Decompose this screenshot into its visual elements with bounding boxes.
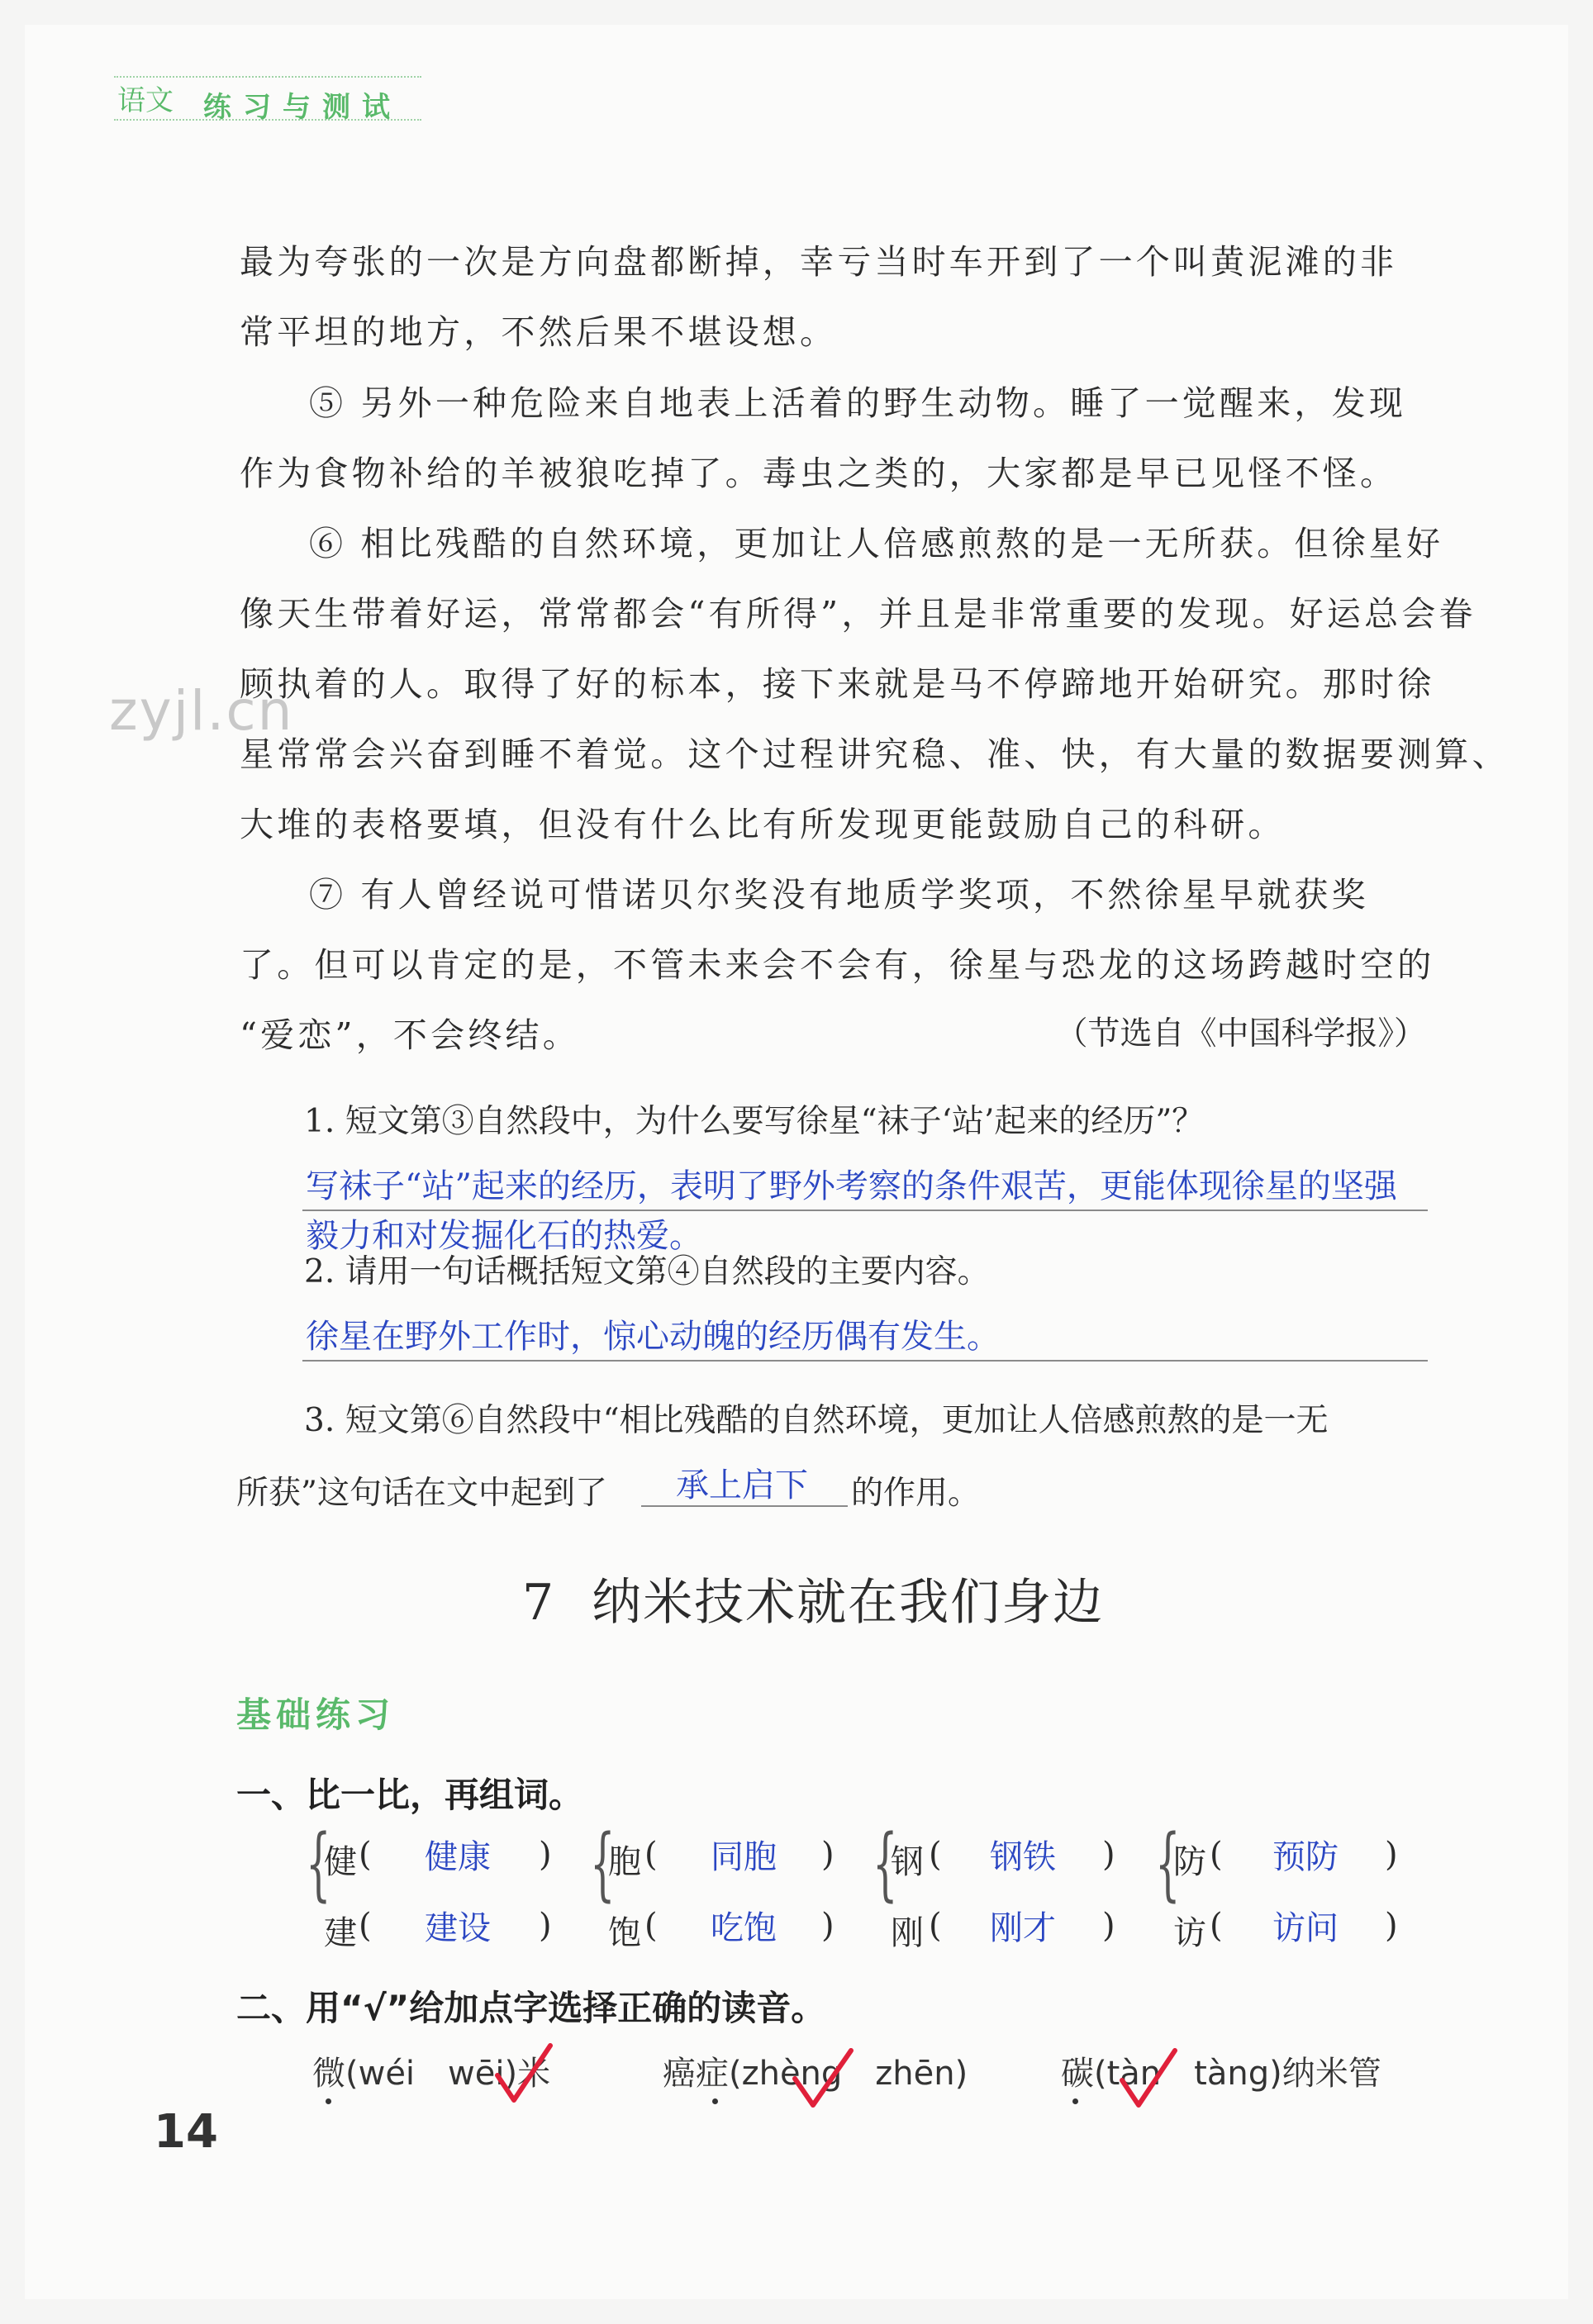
passage-line: ⑥ 相比残酷的自然环境，更加让人倍感煎熬的是一无所获。但徐星好 (309, 524, 1444, 563)
paren-open: ( (644, 1836, 658, 1874)
paren-open: ( (644, 1907, 658, 1945)
paren-close: ) (1102, 1836, 1115, 1874)
pinyin-item-3: 碳(tàn tàng)纳米管 (1061, 2055, 1381, 2093)
question-3-line-2: 所获”这句话在文中起到了 (236, 1475, 607, 1512)
passage-line: 最为夸张的一次是方向盘都断掉，幸亏当时车开到了一个叫黄泥滩的非 (240, 242, 1398, 282)
header-subject: 语文 (117, 84, 174, 117)
word-answer: 吃饱 (711, 1909, 777, 1947)
brace-icon: { (590, 1818, 616, 1910)
emphasis-dot (326, 2098, 331, 2104)
paren-close: ) (1102, 1907, 1115, 1945)
answer-underline (641, 1505, 848, 1507)
paren-close: ) (1385, 1836, 1398, 1874)
answer-1-line-1: 写袜子“站”起来的经历，表明了野外考察的条件艰苦，更能体现徐星的坚强 (306, 1167, 1397, 1205)
word-answer: 钢铁 (990, 1838, 1056, 1876)
paren-close: ) (1385, 1907, 1398, 1945)
brace-icon: { (873, 1818, 898, 1910)
passage-line: ⑦ 有人曾经说可惜诺贝尔奖没有地质学奖项，不然徐星早就获奖 (309, 875, 1369, 915)
paren-close: ) (821, 1907, 835, 1945)
paren-close: ) (539, 1836, 552, 1874)
passage-line: 顾执着的人。取得了好的标本，接下来就是马不停蹄地开始研究。那时徐 (240, 664, 1435, 704)
lesson-title-text: 纳米技术就在我们身边 (592, 1574, 1105, 1632)
passage-source: （节选自《中国科学报》） (1055, 1015, 1426, 1053)
brace-icon: { (1155, 1818, 1181, 1910)
paren-close: ) (821, 1836, 835, 1874)
char-bottom: 饱 (608, 1914, 641, 1952)
question-3-line-2-end: 的作用。 (851, 1475, 981, 1512)
paren-close: ) (539, 1907, 552, 1945)
char-top: 健 (324, 1843, 357, 1881)
section-1-title: 一、比一比，再组词。 (236, 1775, 584, 1815)
section-2-title: 二、用“√”给加点字选择正确的读音。 (236, 1988, 826, 2028)
header-book-title: 练习与测试 (203, 91, 402, 124)
paren-open: ( (929, 1836, 942, 1874)
answer-2: 徐星在野外工作时，惊心动魄的经历偶有发生。 (306, 1318, 1000, 1356)
char-bottom: 刚 (891, 1914, 924, 1952)
question-3-line-1: 3. 短文第⑥自然段中“相比残酷的自然环境，更加让人倍感煎熬的是一无 (304, 1402, 1329, 1439)
pinyin-item-1: 微(wéi wēi)米 (312, 2055, 551, 2093)
char-top: 防 (1173, 1843, 1206, 1881)
passage-line: 像天生带着好运，常常都会“有所得”，并且是非常重要的发现。好运总会眷 (240, 594, 1476, 634)
checkmark-icon (1117, 2046, 1180, 2110)
watermark: zyjl.cn (109, 679, 294, 743)
passage-line: “爱恋”，不会终结。 (240, 1015, 580, 1055)
answer-underline (302, 1360, 1428, 1362)
word-answer: 同胞 (711, 1838, 777, 1876)
question-2: 2. 请用一句话概括短文第④自然段的主要内容。 (304, 1253, 990, 1290)
word-answer: 建设 (425, 1909, 491, 1947)
passage-line: 大堆的表格要填，但没有什么比有所发现更能鼓励自己的科研。 (240, 805, 1286, 844)
lesson-title (522, 1563, 1104, 1634)
section-basic-practice: 基础练习 (236, 1694, 396, 1735)
passage-line: 常平坦的地方，不然后果不堪设想。 (240, 312, 838, 352)
pinyin-item-2: 癌症(zhèng zhēn) (663, 2055, 968, 2093)
emphasis-dot (712, 2098, 718, 2104)
lesson-number: 7 (522, 1574, 556, 1632)
char-top: 胞 (608, 1843, 641, 1881)
word-answer: 预防 (1272, 1838, 1339, 1876)
paren-open: ( (929, 1907, 942, 1945)
brace-icon: { (306, 1818, 331, 1910)
passage-line: 了。但可以肯定的是，不管未来会不会有，徐星与恐龙的这场跨越时空的 (240, 945, 1435, 985)
checkmark-icon (790, 2046, 856, 2110)
page-number: 14 (154, 2105, 218, 2159)
paren-open: ( (1210, 1907, 1223, 1945)
char-bottom: 访 (1173, 1914, 1206, 1952)
question-1: 1. 短文第③自然段中，为什么要写徐星“袜子‘站’起来的经历”？ (304, 1103, 1205, 1140)
paren-open: ( (1210, 1836, 1223, 1874)
paren-open: ( (359, 1907, 372, 1945)
word-answer: 访问 (1272, 1909, 1339, 1947)
char-bottom: 建 (324, 1914, 357, 1952)
passage-line: 星常常会兴奋到睡不着觉。这个过程讲究稳、准、快，有大量的数据要测算、 (240, 734, 1510, 774)
answer-3: 承上启下 (676, 1466, 808, 1504)
passage-line: ⑤ 另外一种危险来自地表上活着的野生动物。睡了一觉醒来，发现 (309, 383, 1407, 423)
word-answer: 刚才 (990, 1909, 1056, 1947)
word-answer: 健康 (425, 1838, 491, 1876)
char-top: 钢 (891, 1843, 924, 1881)
passage-line: 作为食物补给的羊被狼吃掉了。毒虫之类的，大家都是早已见怪不怪。 (240, 454, 1398, 493)
emphasis-dot (1072, 2098, 1078, 2104)
answer-1-line-2: 毅力和对发掘化石的热爱。 (306, 1217, 702, 1255)
paren-open: ( (359, 1836, 372, 1874)
checkmark-icon (492, 2041, 555, 2105)
